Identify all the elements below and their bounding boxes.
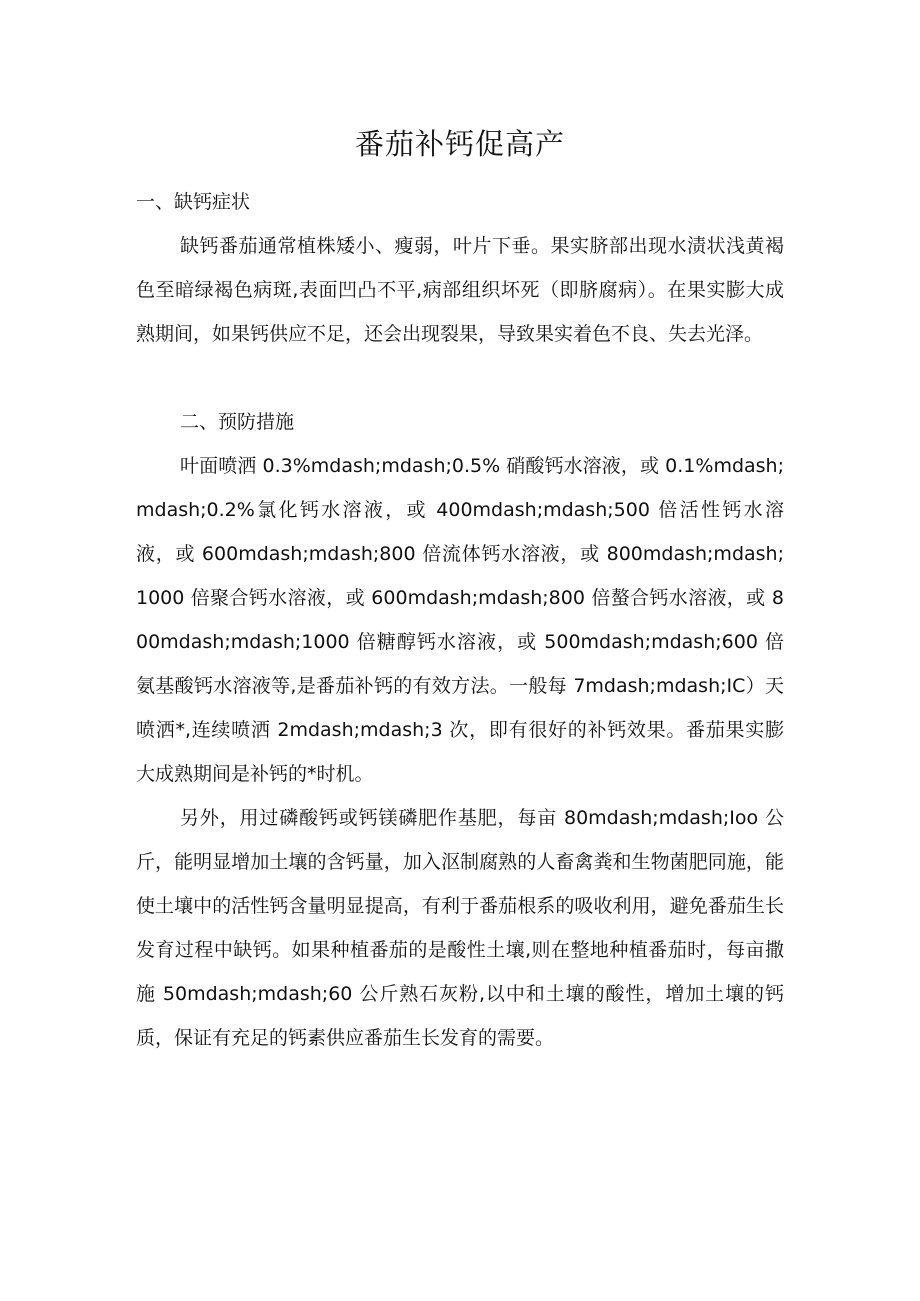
paragraph-symptoms: 缺钙番茄通常植株矮小、瘦弱，叶片下垂。果实脐部出现水渍状浅黄褐色至暗绿褐色病斑,表面凹凸不平,病部组织坏死（即脐腐病）。在果实膨大成熟期间，如果钙供应不足，还会出现裂果，导致果实着色不良、失去光泽。 (136, 235, 784, 345)
section-heading-symptoms: 一、缺钙症状 (136, 191, 251, 213)
section-heading-prevention: 二、预防措施 (180, 411, 295, 433)
document-title: 番茄补钙促高产 (354, 127, 565, 161)
paragraph-prevention: 叶面喷洒 0.3%mdash;mdash;0.5% 硝酸钙水溶液，或 0.1%mdash;mdash;0.2%氯化钙水溶液，或 400mdash;mdash;500 倍活性钙水溶液，或 600mdash;mdash;800 倍流体钙水溶液，或 800mdash;mdash;1000 倍聚合钙水溶液，或 600mdash;mdash;800 倍螯合钙水溶液，或 800mdash;mdash;1000 倍糖醇钙水溶液，或 500mdash;mdash;600 倍氨基酸钙水溶液等,是番茄补钙的有效方法。一般每 7mdash;mdash;IC）天喷洒*,连续喷洒 2mdash;mdash;3 次，即有很好的补钙效果。番茄果实膨大成熟期间是补钙的*时机。 (136, 455, 784, 785)
paragraph-additional: 另外，用过磷酸钙或钙镁磷肥作基肥，每亩 80mdash;mdash;Ioo 公斤，能明显增加土壤的含钙量，加入沤制腐熟的人畜禽粪和生物菌肥同施，能使土壤中的活性钙含量明显提高，有利于番茄根系的吸收利用，避免番茄生长发育过程中缺钙。如果种植番茄的是酸性土壤,则在整地种植番茄时，每亩撒施 50mdash;mdash;60 公斤熟石灰粉,以中和土壤的酸性，增加土壤的钙质，保证有充足的钙素供应番茄生长发育的需要。 (136, 807, 784, 1049)
